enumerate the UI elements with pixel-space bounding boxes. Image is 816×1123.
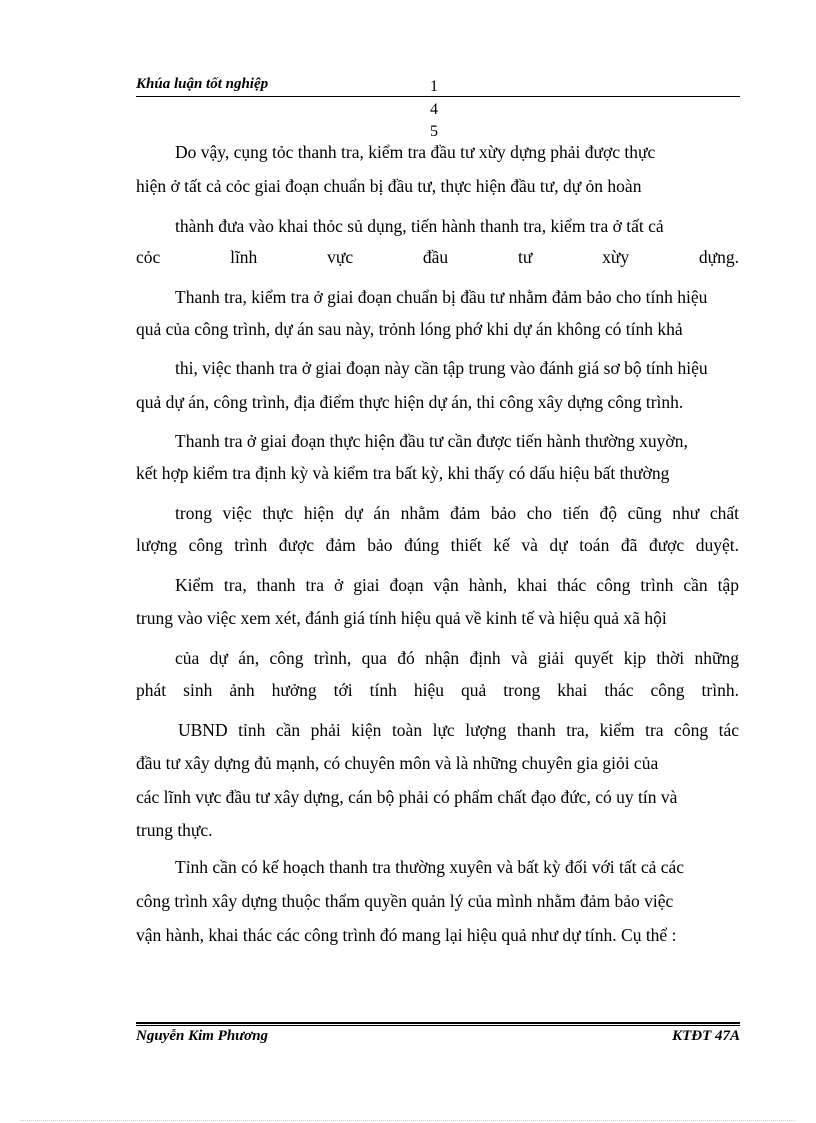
body-line: đầu tư xây dựng đủ mạnh, có chuyên môn và là những chuyên gia giỏi của	[136, 753, 659, 773]
body-line: Do vậy, cụng tỏc thanh tra, kiểm tra đầu tư xừy dựng phải được thực	[175, 142, 656, 162]
body-line: Tỉnh cần có kế hoạch thanh tra thường xuyên và bất kỳ đối với tất cả các	[175, 857, 685, 877]
header-title: Khúa luận tốt nghiệp	[136, 76, 269, 92]
footer-rule	[136, 1022, 740, 1024]
body-line: Kiểm tra, thanh tra ở giai đoạn vận hành, khai thác công trình cần tập	[175, 575, 739, 595]
body-line: trong việc thực hiện dự án nhằm đảm bảo cho tiến độ cũng như chất	[175, 503, 739, 523]
page-bottom-border	[20, 1120, 796, 1121]
body-line: lượng công trình được đảm bảo đúng thiết kế và dự toán đã được duyệt.	[136, 535, 739, 555]
footer-class: KTĐT 47A	[672, 1028, 740, 1044]
page-number-digit: 5	[430, 123, 438, 140]
body-line: quả dự án, công trình, địa điểm thực hiện dự án, thi công xây dựng công trình.	[136, 392, 684, 412]
body-line: Thanh tra ở giai đoạn thực hiện đầu tư cần được tiến hành thường xuyờn,	[175, 431, 688, 451]
footer-rule	[136, 1025, 740, 1026]
body-line: trung vào việc xem xét, đánh giá tính hiệu quả về kinh tế và hiệu quả xã hội	[136, 608, 667, 628]
body-line: cỏc lĩnh vực đầu tư xừy dựng.	[136, 247, 739, 267]
page-number-digit: 4	[430, 101, 438, 118]
body-line: của dự án, công trình, qua đó nhận định và giải quyết kịp thời những	[175, 648, 739, 668]
body-line: quả của công trình, dự án sau này, trỏnh lóng phớ khi dự án không có tính khả	[136, 319, 683, 339]
body-line: kết hợp kiểm tra định kỳ và kiểm tra bất kỳ, khi thấy có dấu hiệu bất thường	[136, 463, 670, 483]
body-line: phát sinh ảnh hưởng tới tính hiệu quả trong khai thác công trình.	[136, 680, 739, 700]
body-line: hiện ở tất cả cỏc giai đoạn chuẩn bị đầu tư, thực hiện đầu tư, dự ỏn hoàn	[136, 176, 642, 196]
footer-author: Nguyễn Kim Phương	[136, 1028, 269, 1044]
body-line: Thanh tra, kiểm tra ở giai đoạn chuẩn bị đầu tư nhằm đảm bảo cho tính hiệu	[175, 287, 708, 307]
page-number-digit: 1	[430, 78, 438, 95]
header-rule	[136, 96, 740, 97]
body-line: trung thực.	[136, 820, 213, 840]
body-line: UBND tỉnh cần phải kiện toàn lực lượng thanh tra, kiểm tra công tác	[178, 720, 739, 740]
body-line: công trình xây dựng thuộc thẩm quyền quản lý của mình nhằm đảm bảo việc	[136, 891, 674, 911]
body-line: thành đưa vào khai thỏc sủ dụng, tiến hành thanh tra, kiểm tra ở tất cả	[175, 216, 664, 236]
body-line: vận hành, khai thác các công trình đó mang lại hiệu quả như dự tính. Cụ thể :	[136, 925, 677, 945]
body-line: các lĩnh vực đầu tư xây dựng, cán bộ phải có phẩm chất đạo đức, có uy tín và	[136, 787, 678, 807]
body-line: thi, việc thanh tra ở giai đoạn này cần tập trung vào đánh giá sơ bộ tính hiệu	[175, 358, 708, 378]
